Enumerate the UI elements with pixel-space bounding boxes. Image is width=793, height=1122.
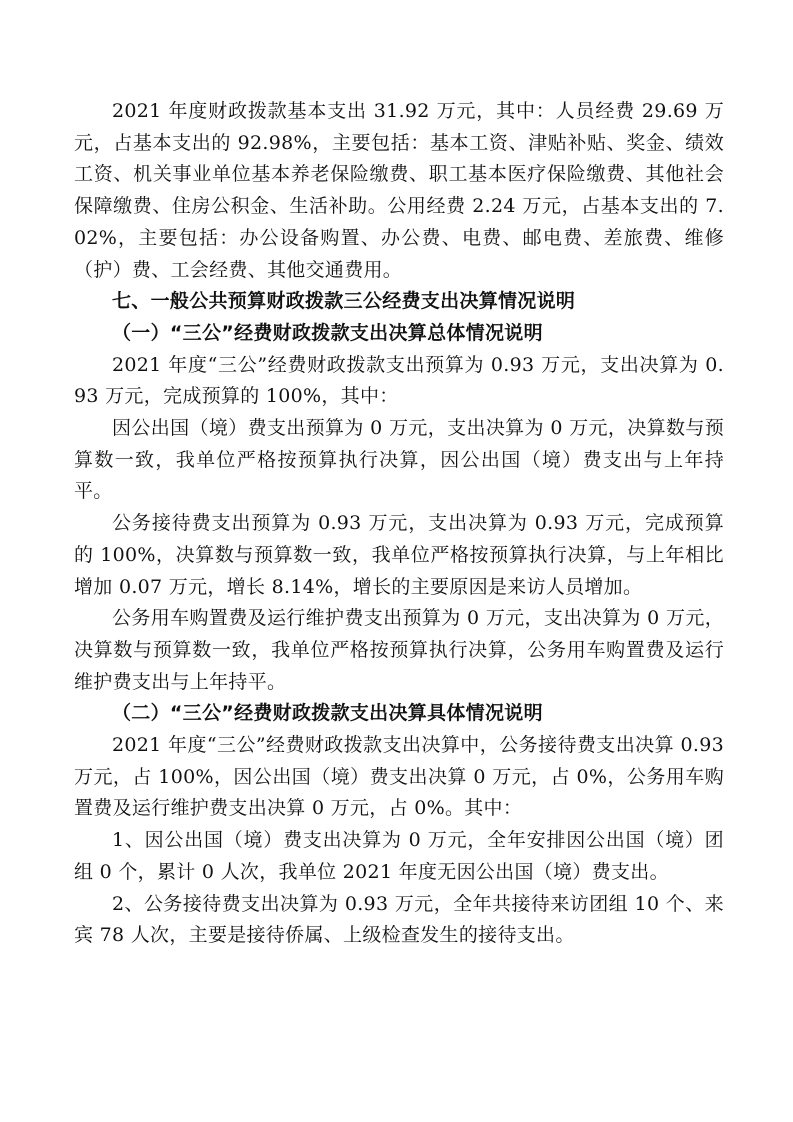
paragraph-three-public-budget: 2021 年度“三公”经费财政拨款支出预算为 0.93 万元，支出决算为 0.93 万元，完成预算的 100%，其中： — [74, 353, 724, 408]
paragraph-detail-reception: 2、公务接待费支出决算为 0.93 万元，全年共接待来访团组 10 个、来宾 78 人次，主要是接待侨属、上级检查发生的接待支出。 — [74, 892, 724, 947]
paragraph-detail-overseas: 1、因公出国（境）费支出决算为 0 万元，全年安排因公出国（境）团组 0 个，累计 0 人次，我单位 2021 年度无因公出国（境）费支出。 — [74, 829, 724, 883]
paragraph-vehicle: 公务用车购置费及运行维护费支出预算为 0 万元，支出决算为 0 万元，决算数与预算数一致，我单位严格按预算执行决算，公务用车购置费及运行维护费支出与上年持平。 — [74, 607, 724, 693]
paragraph-overseas-travel: 因公出国（境）费支出预算为 0 万元，支出决算为 0 万元，决算数与预算数一致，我单位严格按预算执行决算，因公出国（境）费支出与上年持平。 — [74, 417, 724, 503]
subsection-heading-overall: （一）“三公”经费财政拨款支出决算总体情况说明 — [112, 321, 543, 344]
document-page — [74, 96, 724, 952]
section-heading-seven: 七、一般公共预算财政拨款三公经费支出决算情况说明 — [112, 290, 576, 313]
subsection-heading-detail: （二）“三公”经费财政拨款支出决算具体情况说明 — [112, 702, 543, 725]
paragraph-basic-expenditure: 2021 年度财政拨款基本支出 31.92 万元，其中：人员经费 29.69 万元，占基本支出的 92.98%，主要包括：基本工资、津贴补贴、奖金、绩效工资、机关事业单位基本养老保险缴费、职工基本医疗保险缴费、其他社会保障缴费、住房公积金、生活补助。公用经费 2.24 万元，占基本支出的 7.02%，主要包括：办公设备购置、办公费、电费、邮电费、差旅费、维修（护）费、工会经费、其他交通费用。 — [74, 100, 724, 281]
paragraph-reception: 公务接待费支出预算为 0.93 万元，支出决算为 0.93 万元，完成预算的 100%，决算数与预算数一致，我单位严格按预算执行决算，与上年相比增加 0.07 万元，增长 8.14%，增长的主要原因是来访人员增加。 — [74, 512, 724, 598]
paragraph-detail-summary: 2021 年度“三公”经费财政拨款支出决算中，公务接待费支出决算 0.93 万元，占 100%，因公出国（境）费支出决算 0 万元，占 0%，公务用车购置费及运行维护费支出决算 0 万元，占 0%。其中： — [74, 734, 724, 820]
